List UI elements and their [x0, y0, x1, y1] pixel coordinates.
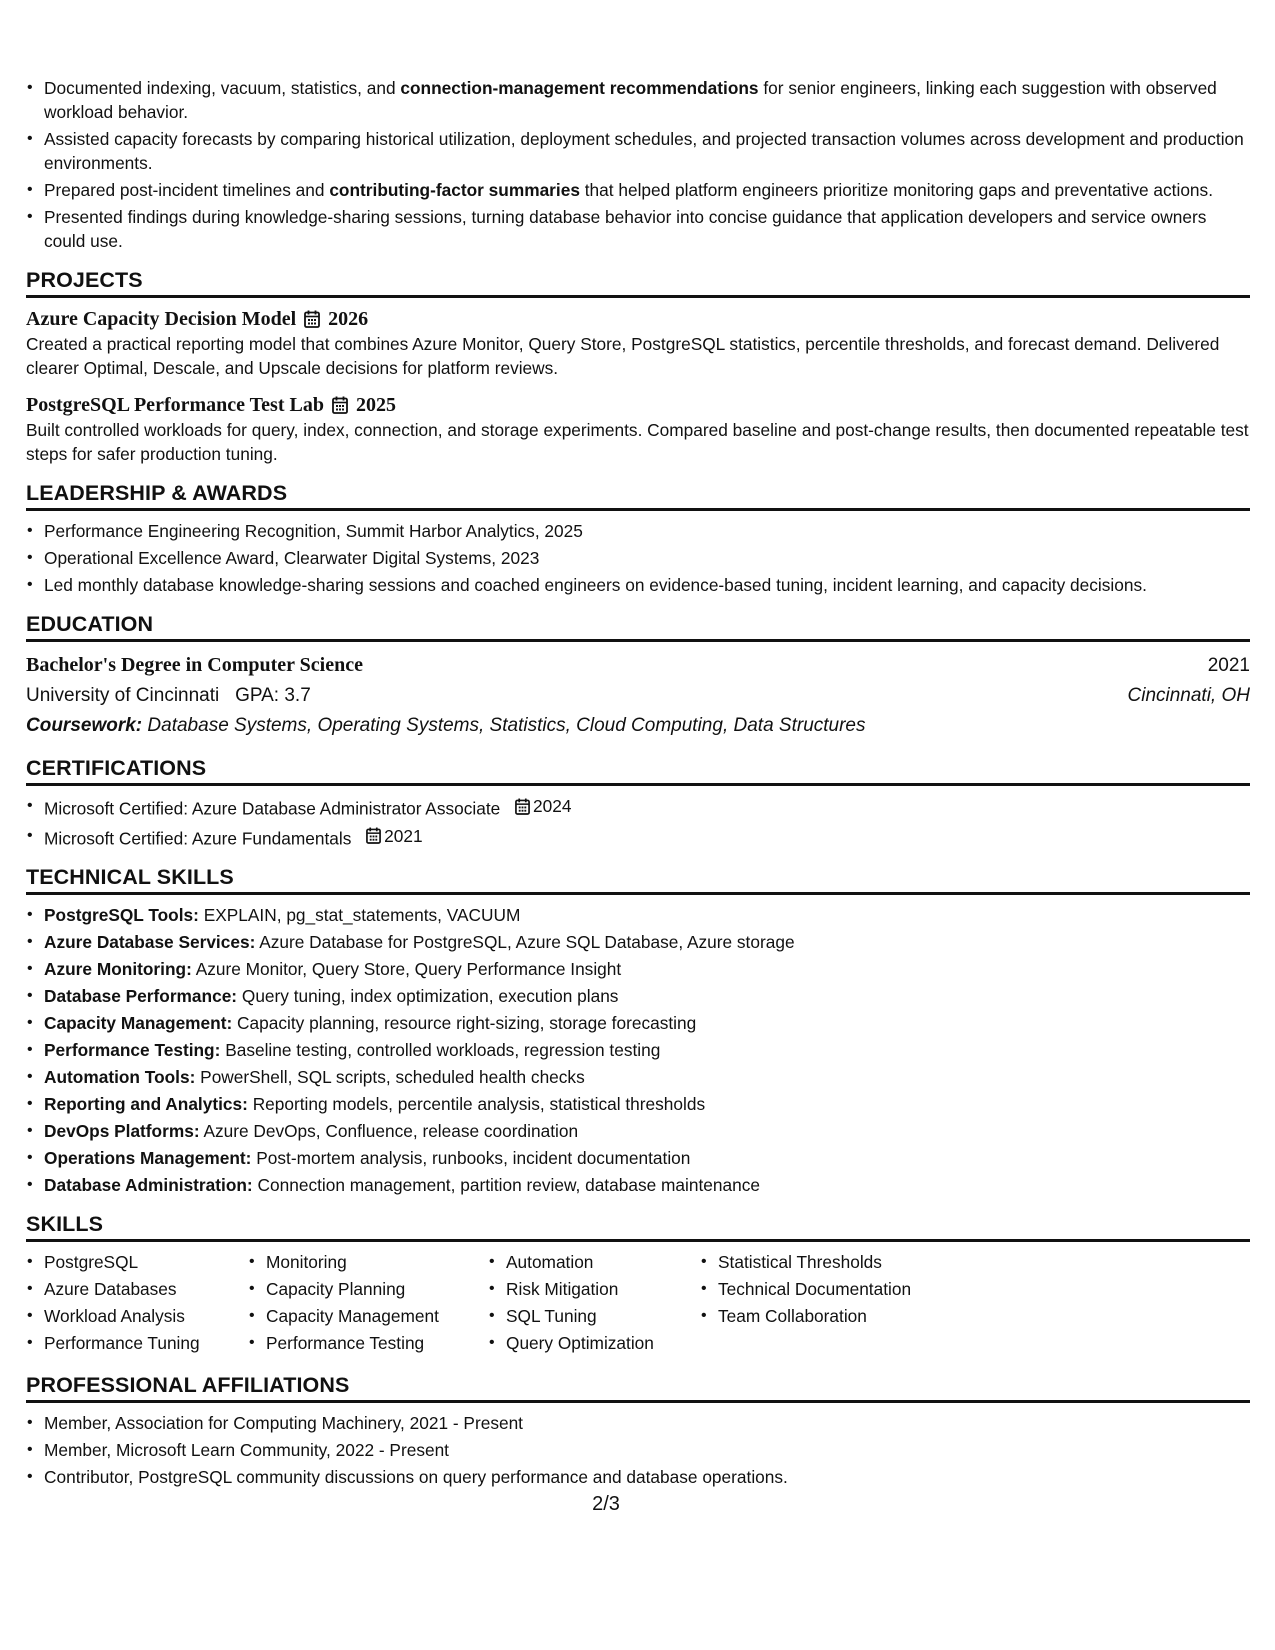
- list-item: • Member, Association for Computing Machinery, 2021 - Present: [44, 1411, 1250, 1435]
- experience-bullet: • Assisted capacity forecasts by comparing historical utilization, deployment schedules, and projected transaction volumes across development and production environments.: [44, 127, 1250, 175]
- list-item: • Database Administration: Connection management, partition review, database maintenance: [44, 1173, 1250, 1197]
- graduation-year: 2021: [1207, 655, 1250, 676]
- list-item: • Operations Management: Post-mortem analysis, runbooks, incident documentation: [44, 1146, 1250, 1170]
- list-item: • Performance Testing: Baseline testing, controlled workloads, regression testing: [44, 1038, 1250, 1062]
- list-item: • Technical Documentation: [718, 1277, 978, 1301]
- resume-page: [26, 76, 1250, 1492]
- list-item: • Operational Excellence Award, Clearwater Digital Systems, 2023: [44, 546, 1250, 570]
- leadership-heading: LEADERSHIP & AWARDS: [26, 480, 1250, 511]
- school-location: Cincinnati, OH: [1127, 685, 1250, 706]
- list-item: • Monitoring: [266, 1250, 488, 1274]
- list-item: • PostgreSQL Tools: EXPLAIN, pg_stat_statements, VACUUM: [44, 903, 1250, 927]
- list-item: • Automation: [506, 1250, 700, 1274]
- list-item: • DevOps Platforms: Azure DevOps, Confluence, release coordination: [44, 1119, 1250, 1143]
- project-title: PostgreSQL Performance Test Lab: [26, 394, 324, 416]
- technical-skills-heading: TECHNICAL SKILLS: [26, 864, 1250, 895]
- list-item: • Member, Microsoft Learn Community, 2022 - Present: [44, 1438, 1250, 1462]
- certifications-list: [26, 794, 1250, 850]
- projects-heading: PROJECTS: [26, 267, 1250, 298]
- calendar-icon: [515, 798, 530, 815]
- list-item: • Statistical Thresholds: [718, 1250, 978, 1274]
- school-name: University of Cincinnati: [26, 685, 220, 706]
- list-item: • Database Performance: Query tuning, index optimization, execution plans: [44, 984, 1250, 1008]
- list-item: • Reporting and Analytics: Reporting models, percentile analysis, statistical thresholds: [44, 1092, 1250, 1116]
- calendar-icon: [366, 827, 381, 844]
- technical-skills-list: [26, 903, 1250, 1197]
- project-description: Built controlled workloads for query, index, connection, and storage experiments. Compared baseline and post-change results, then documented repeatable test steps for safer production tuning.: [26, 420, 1249, 464]
- skills-column: [248, 1250, 488, 1358]
- list-item: • Contributor, PostgreSQL community discussions on query performance and database operations.: [44, 1465, 1250, 1489]
- list-item: • Team Collaboration: [718, 1304, 978, 1328]
- project-year: 2026: [328, 308, 369, 330]
- cert-year: 2021: [384, 825, 423, 846]
- experience-bullet: • Documented indexing, vacuum, statistics, and connection-management recommendations for senior engineers, linking each suggestion with observed workload behavior.: [44, 76, 1250, 124]
- list-item: • Microsoft Certified: Azure Fundamentals 2021: [44, 824, 1250, 851]
- gpa: GPA: 3.7: [235, 685, 311, 706]
- list-item: • Performance Testing: [266, 1331, 488, 1355]
- list-item: • Led monthly database knowledge-sharing sessions and coached engineers on evidence-based tuning, incident learning, and capacity decisions.: [44, 573, 1250, 597]
- calendar-icon: [332, 396, 348, 414]
- list-item: • Query Optimization: [506, 1331, 700, 1355]
- skills-heading: SKILLS: [26, 1211, 1250, 1242]
- experience-bullet-list: [26, 76, 1250, 253]
- list-item: • Risk Mitigation: [506, 1277, 700, 1301]
- project-item: [26, 392, 1250, 466]
- list-item: • Capacity Management: [266, 1304, 488, 1328]
- experience-bullet: • Prepared post-incident timelines and contributing-factor summaries that helped platform engineers prioritize monitoring gaps and preventative actions.: [44, 178, 1250, 202]
- skills-column: [488, 1250, 700, 1358]
- list-item: • Capacity Management: Capacity planning, resource right-sizing, storage forecasting: [44, 1011, 1250, 1035]
- list-item: • Azure Databases: [44, 1277, 248, 1301]
- cert-year: 2024: [533, 796, 572, 816]
- project-description: Created a practical reporting model that combines Azure Monitor, Query Store, PostgreSQL statistics, percentile thresholds, and forecast demand. Delivered clearer Optimal, Descale, and Upscale decisions for platform reviews.: [26, 334, 1220, 378]
- coursework: Coursework: Database Systems, Operating Systems, Statistics, Cloud Computing, Data Structures: [26, 715, 866, 736]
- list-item: • Performance Engineering Recognition, Summit Harbor Analytics, 2025: [44, 519, 1250, 543]
- list-item: • Capacity Planning: [266, 1277, 488, 1301]
- project-year: 2025: [355, 394, 396, 416]
- skills-column: [26, 1250, 248, 1358]
- certifications-heading: CERTIFICATIONS: [26, 755, 1250, 786]
- list-item: • Performance Tuning: [44, 1331, 248, 1355]
- list-item: • Azure Database Services: Azure Database for PostgreSQL, Azure SQL Database, Azure storage: [44, 930, 1250, 954]
- page-number: 2/3: [592, 1493, 620, 1515]
- calendar-icon: [304, 310, 320, 328]
- list-item: • Workload Analysis: [44, 1304, 248, 1328]
- list-item: • PostgreSQL: [44, 1250, 248, 1274]
- list-item: • Automation Tools: PowerShell, SQL scripts, scheduled health checks: [44, 1065, 1250, 1089]
- affiliations-list: [26, 1411, 1250, 1489]
- project-title: Azure Capacity Decision Model: [26, 308, 297, 330]
- list-item: • Microsoft Certified: Azure Database Administrator Associate 2024: [44, 794, 1250, 821]
- education-heading: EDUCATION: [26, 611, 1250, 642]
- degree-title: Bachelor's Degree in Computer Science: [26, 654, 363, 676]
- skills-column: [700, 1250, 978, 1358]
- list-item: • SQL Tuning: [506, 1304, 700, 1328]
- experience-bullet: • Presented findings during knowledge-sharing sessions, turning database behavior into concise guidance that application developers and service owners could use.: [44, 205, 1250, 253]
- list-item: • Azure Monitoring: Azure Monitor, Query Store, Query Performance Insight: [44, 957, 1250, 981]
- project-item: [26, 306, 1250, 380]
- leadership-list: [26, 519, 1250, 597]
- affiliations-heading: PROFESSIONAL AFFILIATIONS: [26, 1372, 1250, 1403]
- skills-grid: [26, 1250, 1250, 1358]
